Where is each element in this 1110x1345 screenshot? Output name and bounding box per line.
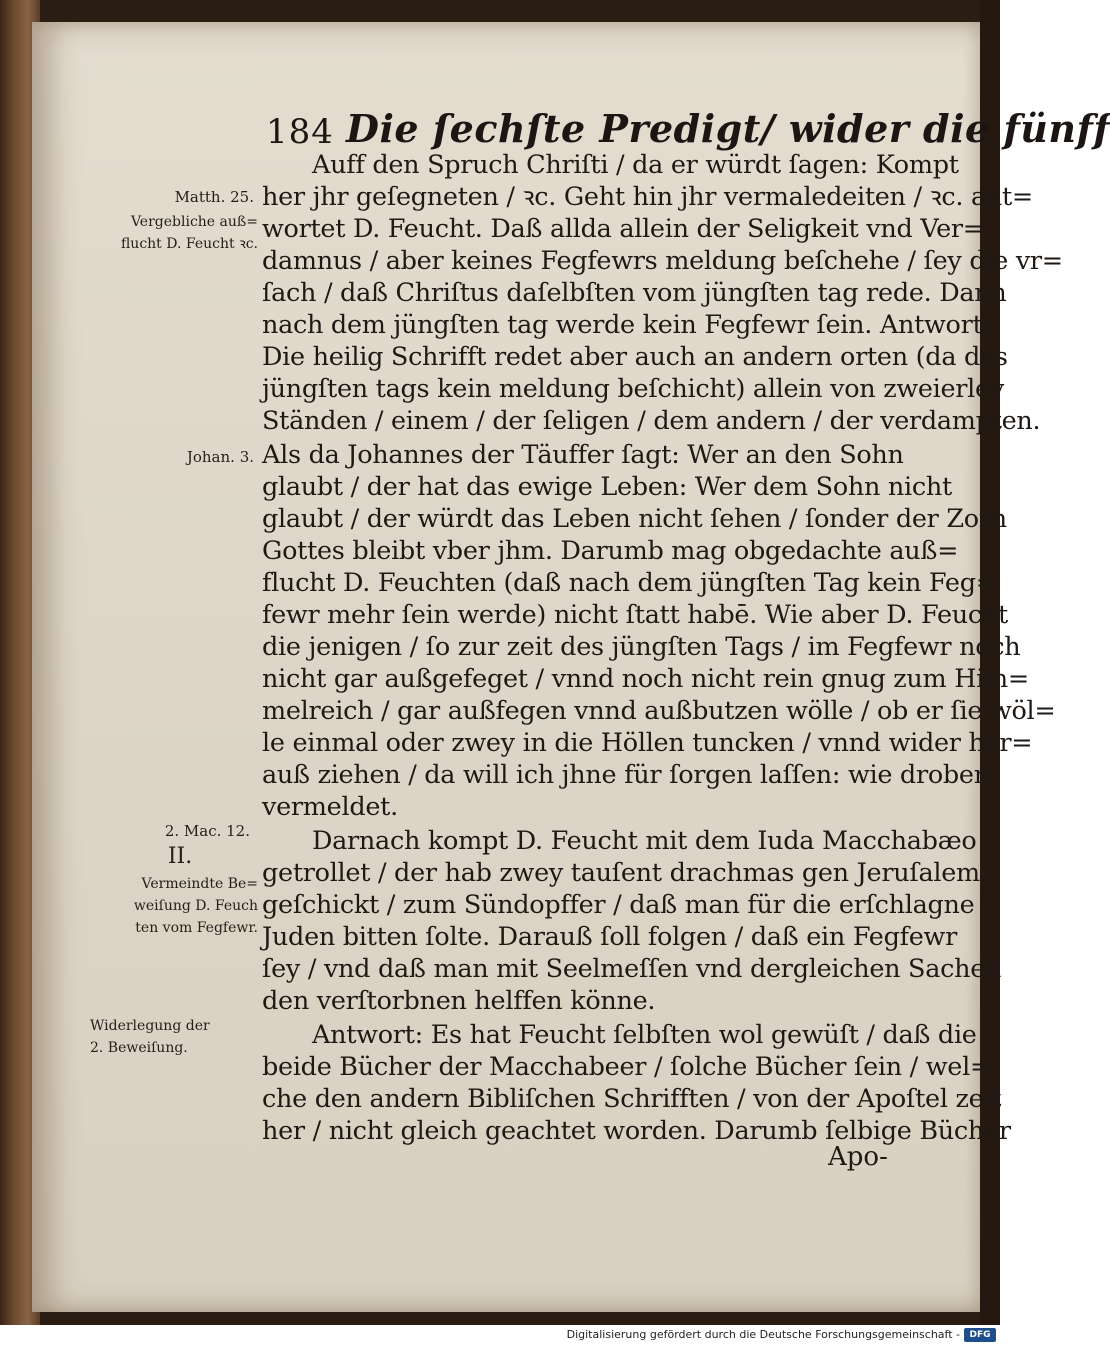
- text-line: ſey / vnd daß man mit Seelmeſſen vnd dergleichen Sachen: [262, 954, 1002, 984]
- margin-note: Vergebliche auß=: [130, 214, 258, 230]
- dfg-logo: DFG: [964, 1328, 996, 1342]
- margin-note: ten vom Fegfewr.: [135, 920, 258, 936]
- text-line: che den andern Bibliſchen Schrifften / von der Apoſtel zeit: [262, 1084, 1002, 1114]
- margin-note: Vermeindte Be=: [141, 876, 258, 892]
- text-line: her / nicht gleich geachtet worden. Darumb ſelbige Bücher: [262, 1116, 1011, 1146]
- margin-note-reference: Matth. 25.: [174, 188, 254, 206]
- text-line: flucht D. Feuchten (daß nach dem jüngſten Tag kein Feg=: [262, 568, 997, 598]
- text-line: vermeldet.: [262, 792, 398, 822]
- margin-note: weiſung D. Feuch: [133, 898, 258, 914]
- running-head-title: Die ſechſte Predigt/ wider die fünff: [346, 106, 1110, 151]
- running-head: [266, 106, 1110, 154]
- text-line: ſach / daß Chriſtus daſelbſten vom jüngſten tag rede. Dann: [262, 278, 1007, 308]
- text-line: nicht gar außgefeget / vnnd noch nicht rein gnug zum Him=: [262, 664, 1029, 694]
- text-line: die jenigen / ſo zur zeit des jüngſten Tags / im Fegfewr noch: [262, 632, 1021, 662]
- funding-credit: Digitalisierung gefördert durch die Deutsche Forschungsgemeinschaft -: [566, 1328, 960, 1341]
- margin-note-reference: Johan. 3.: [186, 448, 254, 466]
- text-line: getrollet / der hab zwey tauſent drachmas gen Jeruſalem: [262, 858, 980, 888]
- margin-note-reference: 2. Mac. 12.: [164, 822, 250, 840]
- text-line: glaubt / der würdt das Leben nicht ſehen / ſonder der Zorn: [262, 504, 1007, 534]
- margin-note: 2. Beweiſung.: [90, 1040, 188, 1056]
- text-line: beide Bücher der Macchabeer / ſolche Bücher ſein / wel=: [262, 1052, 992, 1082]
- text-line: Antwort: Es hat Feucht ſelbſten wol gewüſt / daß die: [312, 1020, 977, 1050]
- text-line: Als da Johannes der Täuffer ſagt: Wer an den Sohn: [262, 440, 904, 470]
- text-line: nach dem jüngſten tag werde kein Fegfewr ſein. Antwort:: [262, 310, 991, 340]
- footer-bar: [0, 1325, 1000, 1345]
- text-line: fewr mehr ſein werde) nicht ſtatt habē. Wie aber D. Feucht: [262, 600, 1008, 630]
- page-number: 184: [266, 112, 334, 152]
- text-line: le einmal oder zwey in die Höllen tuncken / vnnd wider her=: [262, 728, 1033, 758]
- text-line: Ständen / einem / der ſeligen / dem andern / der verdampten.: [262, 406, 1041, 436]
- margin-note: flucht D. Feucht ꝛc.: [120, 236, 258, 252]
- text-line: den verſtorbnen helffen könne.: [262, 986, 656, 1016]
- text-line: melreich / gar außfegen vnnd außbutzen wölle / ob er ſie wöl=: [262, 696, 1056, 726]
- text-line: geſchickt / zum Sündopffer / daß man für die erſchlagne: [262, 890, 975, 920]
- text-line: jüngſten tags kein meldung beſchicht) allein von zweierley: [262, 374, 1004, 404]
- text-line: Auff den Spruch Chriſti / da er würdt ſagen: Kompt: [312, 150, 959, 180]
- margin-note-numeral: II.: [167, 844, 193, 869]
- text-line: her jhr geſegneten / ꝛc. Geht hin jhr vermaledeiten / ꝛc. ant=: [262, 182, 1033, 212]
- text-line: Darnach kompt D. Feucht mit dem Iuda Macchabæo: [312, 826, 977, 856]
- text-line: damnus / aber keines Fegfewrs meldung beſchehe / ſey die vr=: [262, 246, 1063, 276]
- margin-note: Widerlegung der: [90, 1018, 210, 1034]
- text-line: auß ziehen / da will ich jhne für ſorgen laſſen: wie droben: [262, 760, 990, 790]
- text-line: Die heilig Schrifft redet aber auch an andern orten (da des: [262, 342, 1008, 372]
- catchword: Apo-: [828, 1142, 888, 1172]
- text-line: wortet D. Feucht. Daß allda allein der Seligkeit vnd Ver=: [262, 214, 984, 244]
- text-line: Gottes bleibt vber jhm. Darumb mag obgedachte auß=: [262, 536, 959, 566]
- text-line: Juden bitten ſolte. Darauß ſoll folgen / daß ein Fegfewr: [262, 922, 957, 952]
- text-line: glaubt / der hat das ewige Leben: Wer dem Sohn nicht: [262, 472, 952, 502]
